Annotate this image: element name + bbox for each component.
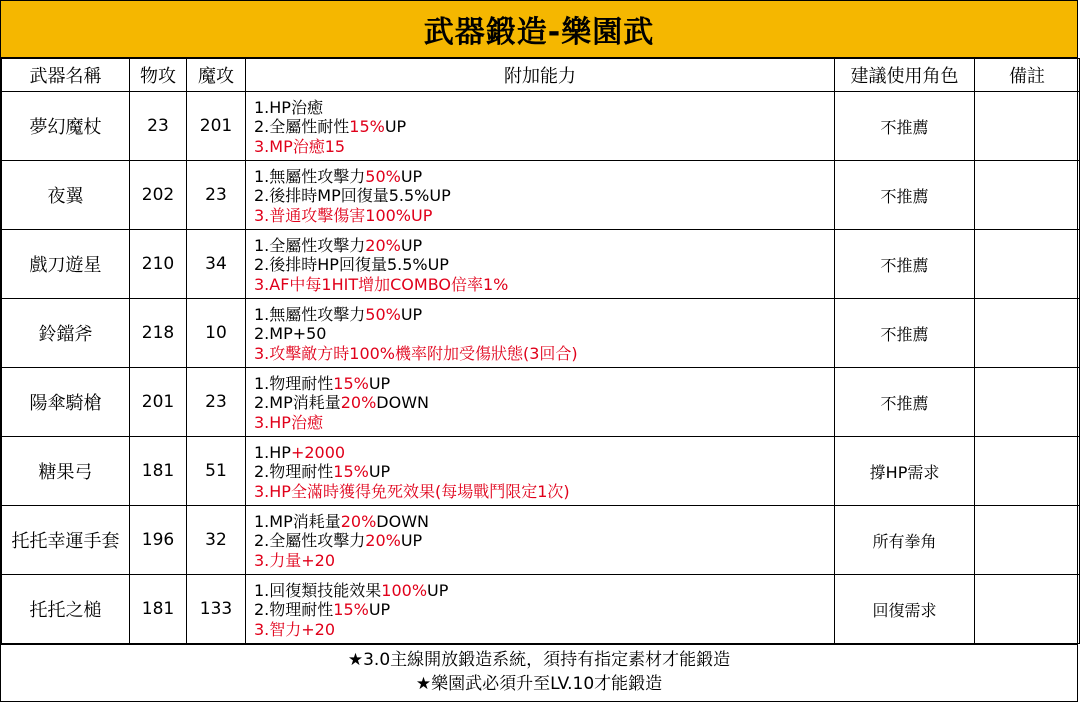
ability-list: [246, 161, 835, 230]
physical-attack: 196: [130, 506, 187, 575]
ability-highlight: 20%: [340, 511, 377, 531]
weapon-name: 鈴鐺斧: [2, 299, 130, 368]
ability-text: 1.MP消耗量: [254, 511, 341, 531]
ability-text: 1.物理耐性: [254, 373, 334, 393]
footer-note-1: ★3.0主線開放鍛造系統，須持有指定素材才能鍛造: [347, 650, 731, 670]
ability-highlight: +2000: [290, 442, 346, 462]
ability-line: [254, 98, 834, 118]
magic-attack: 34: [187, 230, 246, 299]
ability-highlight: 50%: [365, 304, 401, 324]
table-row: [2, 506, 1080, 575]
ability-highlight: 3.普通攻擊傷害100%UP: [254, 205, 433, 225]
ability-text: UP: [384, 117, 407, 137]
ability-text: UP: [400, 166, 423, 186]
note-cell: [975, 368, 1080, 437]
ability-highlight: 15%: [333, 462, 369, 482]
weapon-name: 糖果弓: [2, 437, 130, 506]
ability-list: [246, 230, 835, 299]
ability-line: [254, 167, 834, 187]
ability-text: 2.MP消耗量: [254, 393, 341, 413]
footer-note-2: ★樂園武必須升至LV.10才能鍛造: [415, 674, 663, 694]
recommended-role: 回復需求: [835, 575, 975, 644]
ability-highlight: 20%: [365, 531, 401, 551]
ability-line: [254, 255, 834, 275]
ability-highlight: 3.MP治癒15: [254, 136, 346, 156]
magic-attack: 201: [187, 92, 246, 161]
physical-attack: 202: [130, 161, 187, 230]
ability-list: [246, 92, 835, 161]
ability-line: [254, 344, 834, 364]
ability-highlight: 3.HP治癒: [254, 412, 323, 432]
ability-line: [254, 581, 834, 601]
note-cell: [975, 506, 1080, 575]
ability-text: 1.全屬性攻擊力: [254, 235, 366, 255]
magic-attack: 10: [187, 299, 246, 368]
table-row: [2, 368, 1080, 437]
header-abilities: 附加能力: [246, 59, 835, 92]
recommended-role: 撐HP需求: [835, 437, 975, 506]
footer-notes: [1, 644, 1077, 698]
weapon-name: 戲刀遊星: [2, 230, 130, 299]
ability-highlight: 3.攻擊敵方時100%機率附加受傷狀態(3回合): [254, 343, 578, 363]
header-weapon-name: 武器名稱: [2, 59, 130, 92]
note-cell: [975, 92, 1080, 161]
ability-list: [246, 575, 835, 644]
table-row: [2, 92, 1080, 161]
header-row: [2, 59, 1080, 92]
recommended-role: 不推薦: [835, 299, 975, 368]
header-note: 備註: [975, 59, 1080, 92]
recommended-role: 不推薦: [835, 368, 975, 437]
ability-highlight: 3.HP全滿時獲得免死效果(每場戰鬥限定1次): [254, 481, 570, 501]
note-cell: [975, 575, 1080, 644]
ability-line: [254, 324, 834, 344]
ability-line: [254, 531, 834, 551]
ability-highlight: 20%: [340, 393, 377, 413]
ability-text: 2.物理耐性: [254, 462, 334, 482]
ability-text: UP: [400, 531, 423, 551]
magic-attack: 23: [187, 368, 246, 437]
weapon-name: 夢幻魔杖: [2, 92, 130, 161]
ability-highlight: 3.智力+20: [254, 619, 336, 639]
table-row: [2, 230, 1080, 299]
sheet-title: 武器鍛造-樂園武: [1, 1, 1077, 58]
ability-text: 1.HP: [254, 442, 291, 462]
magic-attack: 51: [187, 437, 246, 506]
ability-text: UP: [400, 235, 423, 255]
ability-text: UP: [427, 580, 449, 600]
ability-highlight: 3.力量+20: [254, 550, 336, 570]
header-recommended-role: 建議使用角色: [835, 59, 975, 92]
table-row: [2, 161, 1080, 230]
table-row: [2, 437, 1080, 506]
table-row: [2, 299, 1080, 368]
note-cell: [975, 230, 1080, 299]
ability-line: [254, 551, 834, 571]
ability-text: 2.全屬性耐性: [254, 117, 350, 137]
ability-text: UP: [400, 304, 423, 324]
ability-line: [254, 482, 834, 502]
note-cell: [975, 161, 1080, 230]
ability-line: [254, 512, 834, 532]
magic-attack: 23: [187, 161, 246, 230]
ability-text: UP: [368, 462, 391, 482]
ability-text: 1.無屬性攻擊力: [254, 166, 366, 186]
ability-highlight: 15%: [349, 117, 385, 137]
physical-attack: 23: [130, 92, 187, 161]
ability-text: 2.全屬性攻擊力: [254, 531, 366, 551]
ability-line: [254, 393, 834, 413]
note-cell: [975, 299, 1080, 368]
weapon-name: 托托之槌: [2, 575, 130, 644]
weapon-name: 夜翼: [2, 161, 130, 230]
header-physical-attack: 物攻: [130, 59, 187, 92]
table-row: [2, 575, 1080, 644]
recommended-role: 所有拳角: [835, 506, 975, 575]
ability-list: [246, 299, 835, 368]
ability-line: [254, 206, 834, 226]
ability-highlight: 3.AF中每1HIT增加COMBO倍率1%: [254, 274, 509, 294]
ability-text: UP: [368, 373, 391, 393]
ability-text: 2.物理耐性: [254, 600, 334, 620]
ability-line: [254, 236, 834, 256]
ability-highlight: 20%: [365, 235, 401, 255]
recommended-role: 不推薦: [835, 92, 975, 161]
physical-attack: 201: [130, 368, 187, 437]
ability-line: [254, 137, 834, 157]
ability-list: [246, 506, 835, 575]
weapon-table: [1, 58, 1080, 644]
ability-text: 1.HP治癒: [254, 97, 323, 117]
ability-list: [246, 437, 835, 506]
ability-line: [254, 620, 834, 640]
ability-highlight: 15%: [333, 600, 369, 620]
ability-line: [254, 413, 834, 433]
header-magic-attack: 魔攻: [187, 59, 246, 92]
ability-line: [254, 117, 834, 137]
physical-attack: 181: [130, 575, 187, 644]
physical-attack: 210: [130, 230, 187, 299]
magic-attack: 133: [187, 575, 246, 644]
magic-attack: 32: [187, 506, 246, 575]
ability-line: [254, 186, 834, 206]
ability-text: 2.後排時MP回復量5.5%UP: [254, 186, 451, 206]
ability-text: UP: [368, 600, 391, 620]
ability-highlight: 15%: [333, 373, 369, 393]
ability-text: 2.後排時HP回復量5.5%UP: [254, 255, 449, 275]
ability-text: DOWN: [376, 511, 429, 531]
ability-text: DOWN: [376, 393, 429, 413]
ability-highlight: 50%: [365, 166, 401, 186]
ability-line: [254, 600, 834, 620]
ability-list: [246, 368, 835, 437]
weapon-name: 陽傘騎槍: [2, 368, 130, 437]
physical-attack: 218: [130, 299, 187, 368]
ability-text: 1.回復類技能效果: [254, 580, 382, 600]
recommended-role: 不推薦: [835, 230, 975, 299]
ability-line: [254, 462, 834, 482]
physical-attack: 181: [130, 437, 187, 506]
ability-text: 2.MP+50: [254, 324, 327, 344]
ability-line: [254, 275, 834, 295]
ability-highlight: 100%: [381, 580, 428, 600]
ability-line: [254, 305, 834, 325]
note-cell: [975, 437, 1080, 506]
recommended-role: 不推薦: [835, 161, 975, 230]
weapon-name: 托托幸運手套: [2, 506, 130, 575]
ability-line: [254, 374, 834, 394]
ability-line: [254, 443, 834, 463]
ability-text: 1.無屬性攻擊力: [254, 304, 366, 324]
